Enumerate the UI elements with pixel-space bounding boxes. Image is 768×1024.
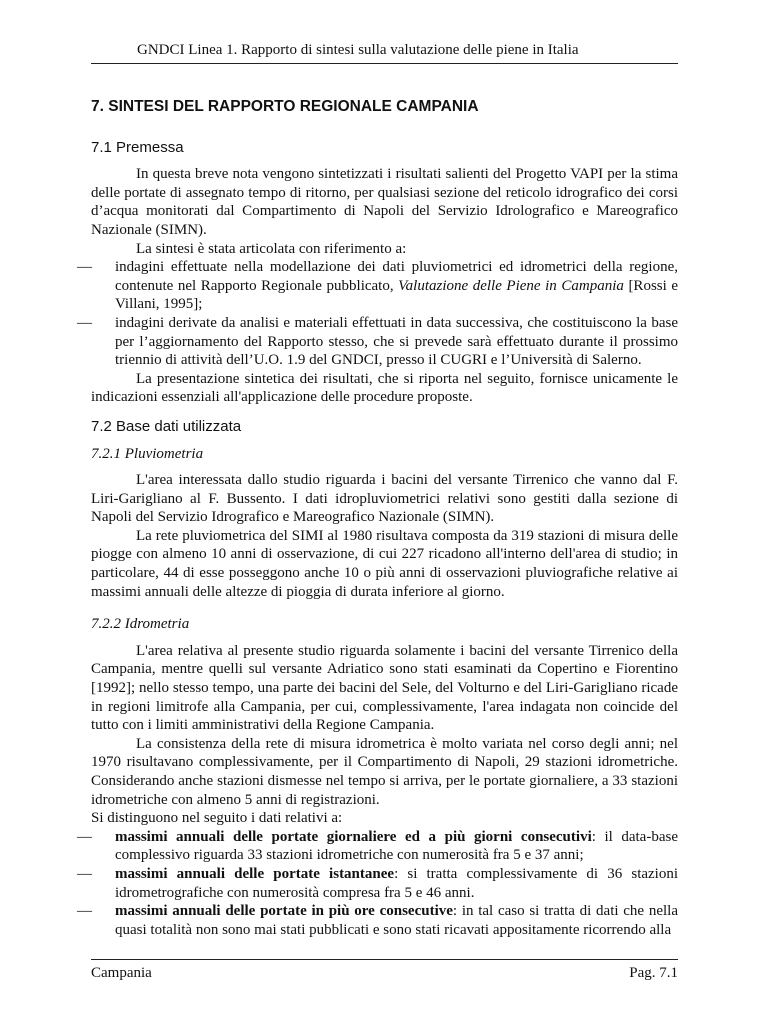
list-item-text: : si tratta complessivamente di 36 stazioni idrometrografiche con numerosità compresa fra 5 e 46 anni. xyxy=(115,865,679,901)
list-item xyxy=(77,314,678,370)
paragraph: Si distinguono nel seguito i dati relativi a: xyxy=(91,810,343,827)
paragraph: L'area interessata dallo studio riguarda i bacini del versante Tirrenico che vanno dal F. Liri-Garigliano al F. Bussento. I dati idropluviometrici relativi sono gestiti dalla sezione di Napoli del Servizio Idrografico e Mareografico Nazionale (SIMN). xyxy=(91,472,678,526)
citation: [Rossi e Villani, 1995]; xyxy=(115,277,678,313)
bold-term: massimi annuali delle portate giornaliere ed a più giorni consecutivi xyxy=(115,828,592,845)
subsection-title-idrometria: 7.2.2 Idrometria xyxy=(91,616,190,633)
page-number: Pag. 7.1 xyxy=(629,965,678,981)
paragraph: La rete pluviometrica del SIMI al 1980 risultava composta da 319 stazioni di misura delle piogge con almeno 10 anni di osservazione, di cui 227 ricadono all'interno dell'area di studio; in particolare, 44 di esse posseggono anche 10 o più anni di osservazioni pluviografiche relative ai massimi annuali delle altezze di pioggia di durata inferiore al giorno. xyxy=(91,527,678,600)
list-item xyxy=(77,902,678,939)
header-divider xyxy=(91,63,678,64)
footer-region: Campania xyxy=(91,965,152,981)
running-header: GNDCI Linea 1. Rapporto di sintesi sulla valutazione delle piene in Italia xyxy=(137,42,579,58)
bold-term: massimi annuali delle portate istantanee xyxy=(115,865,395,882)
list-item xyxy=(77,865,679,902)
dash-bullet: — xyxy=(77,314,92,331)
document-body xyxy=(77,98,679,939)
paragraph: La sintesi è stata articolata con riferimento a: xyxy=(136,240,407,257)
list-item-text: indagini derivate da analisi e materiali effettuati in data successiva, che costituiscono la base per l’aggiornamento del Rapporto stesso, che si prevede sarà effettuato durante il prossimo triennio di attività dell’U.O. 1.9 del GNDCI, presso il CUGRI e l’Università di Salerno. xyxy=(115,314,678,369)
publication-title: Valutazione delle Piene in Campania xyxy=(398,277,624,294)
chapter-title: 7. SINTESI DEL RAPPORTO REGIONALE CAMPANIA xyxy=(91,98,479,115)
section-title-base-dati: 7.2 Base dati utilizzata xyxy=(91,417,242,435)
list-item-text: : il data-base complessivo riguarda 33 stazioni idrometriche con numerosità fra 5 e 37 anni; xyxy=(115,828,678,864)
dash-bullet: — xyxy=(77,259,92,276)
dash-bullet: — xyxy=(77,828,92,845)
list-item xyxy=(77,828,678,865)
list-item xyxy=(77,258,678,314)
paragraph: L'area relativa al presente studio riguarda solamente i bacini del versante Tirrenico della Campania, mentre quelli sul versante Adriatico sono stati esaminati da Copertino e Fiorentino [1992]; nello stesso tempo, una parte dei bacini del Sele, del Volturno e del Liri-Garigliano ricade in regioni limitrofe alla Campania, per cui, complessivamente, l'area indagata non coincide del tutto con i limiti amministrativi della Regione Campania. xyxy=(91,642,678,734)
list-item-text: : in tal caso si tratta di dati che nella quasi totalità non sono mai stati pubblicati e sono stati ricavati appositamente ricorrendo alla xyxy=(115,903,678,938)
dash-list xyxy=(77,828,679,940)
subsection-title-pluviometria: 7.2.1 Pluviometria xyxy=(91,445,204,462)
paragraph: La consistenza della rete di misura idrometrica è molto variata nel corso degli anni; nel 1970 risultavano complessivamente, per il Compartimento di Napoli, 29 stazioni idrometriche. Considerando anche stazioni dismesse nel tempo si arriva, per le portate giornaliere, a 33 stazioni idrometriche con almeno 5 anni di registrazioni. xyxy=(91,735,678,808)
bold-term: massimi annuali delle portate in più ore consecutive xyxy=(115,903,453,920)
paragraph: In questa breve nota vengono sintetizzati i risultati salienti del Progetto VAPI per la stima delle portate di assegnato tempo di ritorno, per qualsiasi sezione del reticolo idrografico dei corsi d’acqua monitorati dal Compartimento di Napoli del Servizio Idrolografico e Mareografico Nazionale (SIMN). xyxy=(91,166,678,238)
dash-list xyxy=(77,258,678,370)
paragraph: La presentazione sintetica dei risultati, che si riporta nel seguito, fornisce unicamente le indicazioni essenziali all'applicazione delle procedure proposte. xyxy=(91,370,678,406)
dash-bullet: — xyxy=(77,903,92,920)
footer-divider xyxy=(91,959,678,960)
section-title-premessa: 7.1 Premessa xyxy=(91,138,184,156)
dash-bullet: — xyxy=(77,865,92,882)
list-item-text: indagini effettuate nella modellazione dei dati pluviometrici ed idrometrici della regione, contenute nel Rapporto Regionale pubblicato, xyxy=(115,259,678,294)
